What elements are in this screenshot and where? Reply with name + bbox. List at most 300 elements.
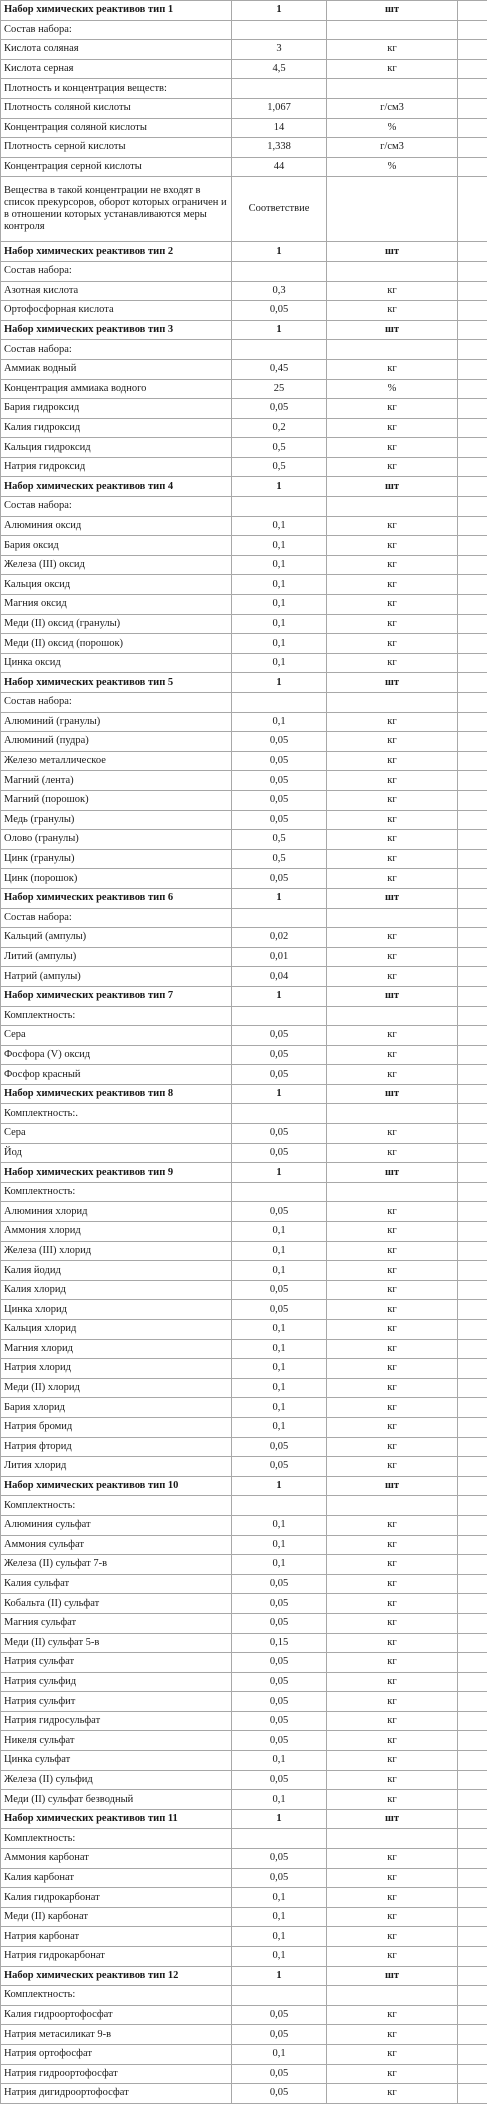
item-name: Натрия карбонат <box>1 1927 232 1947</box>
quantity-cell: 0,05 <box>232 2084 327 2104</box>
section-label: Состав набора: <box>1 20 232 40</box>
item-name: Калия гидроортофосфат <box>1 2005 232 2025</box>
quantity-cell <box>232 1006 327 1026</box>
empty-cell <box>458 477 487 497</box>
item-row <box>1 1692 487 1712</box>
item-row <box>1 157 487 177</box>
unit-cell: кг <box>327 555 458 575</box>
unit-cell: шт <box>327 477 458 497</box>
item-row <box>1 1731 487 1751</box>
unit-cell: кг <box>327 1026 458 1046</box>
unit-cell <box>327 1986 458 2006</box>
empty-cell <box>458 1849 487 1869</box>
kit-title: Набор химических реактивов тип 9 <box>1 1163 232 1183</box>
section-label: Комплектность: <box>1 1182 232 1202</box>
empty-cell <box>458 157 487 177</box>
item-row <box>1 1849 487 1869</box>
empty-cell <box>458 810 487 830</box>
empty-cell <box>458 595 487 615</box>
section-label-row <box>1 1829 487 1849</box>
item-row <box>1 1613 487 1633</box>
item-row <box>1 379 487 399</box>
section-label: Состав набора: <box>1 497 232 517</box>
item-row <box>1 771 487 791</box>
unit-cell: шт <box>327 888 458 908</box>
item-name: Алюминия оксид <box>1 516 232 536</box>
empty-cell <box>458 98 487 118</box>
empty-cell <box>458 614 487 634</box>
kit-title: Набор химических реактивов тип 4 <box>1 477 232 497</box>
quantity-cell: 4,5 <box>232 59 327 79</box>
quantity-cell: 0,1 <box>232 1555 327 1575</box>
section-label: Плотность и концентрация веществ: <box>1 79 232 99</box>
empty-cell <box>458 1888 487 1908</box>
item-row <box>1 1065 487 1085</box>
quantity-cell: 0,1 <box>232 1947 327 1967</box>
quantity-cell: 0,05 <box>232 1653 327 1673</box>
unit-cell: кг <box>327 516 458 536</box>
empty-cell <box>458 1809 487 1829</box>
quantity-cell: 0,05 <box>232 301 327 321</box>
unit-cell: кг <box>327 1202 458 1222</box>
item-name: Железо металлическое <box>1 751 232 771</box>
section-label-row <box>1 1496 487 1516</box>
kit-header-row <box>1 986 487 1006</box>
item-name: Аммония сульфат <box>1 1535 232 1555</box>
item-name: Железа (II) сульфид <box>1 1770 232 1790</box>
unit-cell <box>327 1496 458 1516</box>
section-label-row <box>1 908 487 928</box>
section-label: Состав набора: <box>1 908 232 928</box>
item-name: Натрия фторид <box>1 1437 232 1457</box>
quantity-cell: 1 <box>232 1476 327 1496</box>
quantity-cell: 0,05 <box>232 2025 327 2045</box>
item-row <box>1 1241 487 1261</box>
item-name: Кальция хлорид <box>1 1320 232 1340</box>
section-label-row <box>1 1006 487 1026</box>
unit-cell: кг <box>327 457 458 477</box>
empty-cell <box>458 1555 487 1575</box>
unit-cell: кг <box>327 1770 458 1790</box>
item-row <box>1 732 487 752</box>
unit-cell: кг <box>327 59 458 79</box>
unit-cell: кг <box>327 1594 458 1614</box>
empty-cell <box>458 2005 487 2025</box>
unit-cell: кг <box>327 1751 458 1771</box>
unit-cell: кг <box>327 1653 458 1673</box>
unit-cell: кг <box>327 1947 458 1967</box>
section-label: Комплектность: <box>1 1986 232 2006</box>
unit-cell: кг <box>327 614 458 634</box>
empty-cell <box>458 1829 487 1849</box>
quantity-cell: 0,05 <box>232 1613 327 1633</box>
item-name: Алюминий (пудра) <box>1 732 232 752</box>
unit-cell: кг <box>327 595 458 615</box>
quantity-cell: Соответствие <box>232 177 327 242</box>
empty-cell <box>458 40 487 60</box>
unit-cell: кг <box>327 1280 458 1300</box>
kit-header-row <box>1 888 487 908</box>
empty-cell <box>458 1065 487 1085</box>
item-name: Концентрация серной кислоты <box>1 157 232 177</box>
quantity-cell: 0,05 <box>232 1065 327 1085</box>
item-row <box>1 438 487 458</box>
quantity-cell: 0,1 <box>232 634 327 654</box>
empty-cell <box>458 1515 487 1535</box>
item-name: Аммиак водный <box>1 359 232 379</box>
unit-cell: кг <box>327 418 458 438</box>
item-row <box>1 1535 487 1555</box>
empty-cell <box>458 1692 487 1712</box>
empty-cell <box>458 849 487 869</box>
item-name: Бария гидроксид <box>1 399 232 419</box>
unit-cell <box>327 340 458 360</box>
item-row <box>1 40 487 60</box>
unit-cell: кг <box>327 1672 458 1692</box>
empty-cell <box>458 516 487 536</box>
empty-cell <box>458 888 487 908</box>
empty-cell <box>458 1868 487 1888</box>
item-name: Алюминий (гранулы) <box>1 712 232 732</box>
empty-cell <box>458 118 487 138</box>
quantity-cell: 0,1 <box>232 555 327 575</box>
empty-cell <box>458 830 487 850</box>
quantity-cell: 0,05 <box>232 751 327 771</box>
unit-cell: кг <box>327 1849 458 1869</box>
quantity-cell: 0,1 <box>232 653 327 673</box>
empty-cell <box>458 1 487 21</box>
empty-cell <box>458 1398 487 1418</box>
unit-cell: шт <box>327 1084 458 1104</box>
quantity-cell <box>232 497 327 517</box>
quantity-cell: 1 <box>232 1084 327 1104</box>
unit-cell: кг <box>327 1065 458 1085</box>
unit-cell: кг <box>327 2025 458 2045</box>
quantity-cell: 3 <box>232 40 327 60</box>
empty-cell <box>458 1476 487 1496</box>
empty-cell <box>458 1143 487 1163</box>
item-name: Плотность соляной кислоты <box>1 98 232 118</box>
section-label-row <box>1 340 487 360</box>
quantity-cell: 0,05 <box>232 1770 327 1790</box>
unit-cell: кг <box>327 1437 458 1457</box>
item-name: Натрия хлорид <box>1 1359 232 1379</box>
empty-cell <box>458 340 487 360</box>
item-row <box>1 1417 487 1437</box>
empty-cell <box>458 1280 487 1300</box>
empty-cell <box>458 947 487 967</box>
quantity-cell: 0,5 <box>232 457 327 477</box>
item-name: Кислота соляная <box>1 40 232 60</box>
item-name: Натрия гидроортофосфат <box>1 2064 232 2084</box>
empty-cell <box>458 555 487 575</box>
item-name: Калия карбонат <box>1 1868 232 1888</box>
item-name: Натрия гидросульфат <box>1 1711 232 1731</box>
empty-cell <box>458 1163 487 1183</box>
quantity-cell: 0,05 <box>232 1711 327 1731</box>
quantity-cell: 0,05 <box>232 869 327 889</box>
section-label: Состав набора: <box>1 261 232 281</box>
item-row <box>1 614 487 634</box>
quantity-cell: 25 <box>232 379 327 399</box>
unit-cell: кг <box>327 1261 458 1281</box>
quantity-cell: 0,1 <box>232 614 327 634</box>
unit-cell: кг <box>327 732 458 752</box>
unit-cell: кг <box>327 2005 458 2025</box>
section-label-row <box>1 693 487 713</box>
quantity-cell: 0,1 <box>232 1398 327 1418</box>
empty-cell <box>458 1790 487 1810</box>
quantity-cell: 0,2 <box>232 418 327 438</box>
quantity-cell <box>232 1986 327 2006</box>
item-row <box>1 1515 487 1535</box>
quantity-cell: 0,05 <box>232 1124 327 1144</box>
item-row <box>1 1888 487 1908</box>
section-label: Комплектность:. <box>1 1104 232 1124</box>
unit-cell: г/см3 <box>327 138 458 158</box>
empty-cell <box>458 1711 487 1731</box>
section-label: Комплектность: <box>1 1496 232 1516</box>
item-row <box>1 536 487 556</box>
item-row <box>1 849 487 869</box>
section-label-row <box>1 261 487 281</box>
unit-cell: кг <box>327 40 458 60</box>
item-row <box>1 138 487 158</box>
empty-cell <box>458 712 487 732</box>
quantity-cell: 0,05 <box>232 1731 327 1751</box>
empty-cell <box>458 438 487 458</box>
item-row <box>1 1927 487 1947</box>
item-name: Калия гидроксид <box>1 418 232 438</box>
item-name: Натрия бромид <box>1 1417 232 1437</box>
item-row <box>1 595 487 615</box>
quantity-cell: 0,1 <box>232 575 327 595</box>
item-name: Кальция гидроксид <box>1 438 232 458</box>
item-row <box>1 1280 487 1300</box>
item-name: Меди (II) оксид (гранулы) <box>1 614 232 634</box>
item-name: Калия йодид <box>1 1261 232 1281</box>
empty-cell <box>458 1947 487 1967</box>
item-name: Фосфор красный <box>1 1065 232 1085</box>
quantity-cell <box>232 340 327 360</box>
empty-cell <box>458 1045 487 1065</box>
quantity-cell: 0,05 <box>232 1574 327 1594</box>
quantity-cell: 0,5 <box>232 438 327 458</box>
item-row <box>1 1633 487 1653</box>
item-row <box>1 1751 487 1771</box>
item-row <box>1 653 487 673</box>
kit-title: Набор химических реактивов тип 11 <box>1 1809 232 1829</box>
item-name: Магния оксид <box>1 595 232 615</box>
item-name: Ортофосфорная кислота <box>1 301 232 321</box>
item-name: Плотность серной кислоты <box>1 138 232 158</box>
quantity-cell: 0,01 <box>232 947 327 967</box>
item-row <box>1 869 487 889</box>
section-label: Комплектность: <box>1 1006 232 1026</box>
unit-cell: кг <box>327 849 458 869</box>
item-row <box>1 1378 487 1398</box>
empty-cell <box>458 536 487 556</box>
item-row <box>1 1574 487 1594</box>
unit-cell: % <box>327 157 458 177</box>
unit-cell: кг <box>327 634 458 654</box>
unit-cell: кг <box>327 1222 458 1242</box>
unit-cell <box>327 20 458 40</box>
empty-cell <box>458 1653 487 1673</box>
empty-cell <box>458 1261 487 1281</box>
section-label-row <box>1 1986 487 2006</box>
unit-cell: шт <box>327 242 458 262</box>
quantity-cell: 0,5 <box>232 849 327 869</box>
quantity-cell: 0,1 <box>232 1751 327 1771</box>
empty-cell <box>458 20 487 40</box>
empty-cell <box>458 693 487 713</box>
quantity-cell <box>232 693 327 713</box>
empty-cell <box>458 1731 487 1751</box>
unit-cell: кг <box>327 1457 458 1477</box>
item-name: Натрия сульфит <box>1 1692 232 1712</box>
unit-cell: кг <box>327 1574 458 1594</box>
item-row <box>1 1261 487 1281</box>
unit-cell: кг <box>327 1398 458 1418</box>
item-row <box>1 810 487 830</box>
item-name: Натрия гидрокарбонат <box>1 1947 232 1967</box>
quantity-cell: 0,1 <box>232 1378 327 1398</box>
unit-cell: кг <box>327 1417 458 1437</box>
unit-cell: кг <box>327 2044 458 2064</box>
item-name: Железа (II) сульфат 7-в <box>1 1555 232 1575</box>
empty-cell <box>458 1751 487 1771</box>
section-label: Состав набора: <box>1 693 232 713</box>
item-row <box>1 118 487 138</box>
empty-cell <box>458 359 487 379</box>
quantity-cell: 0,1 <box>232 1927 327 1947</box>
item-name: Железа (III) оксид <box>1 555 232 575</box>
unit-cell: кг <box>327 869 458 889</box>
item-name: Литий (ампулы) <box>1 947 232 967</box>
empty-cell <box>458 1241 487 1261</box>
empty-cell <box>458 908 487 928</box>
unit-cell: кг <box>327 1692 458 1712</box>
item-name: Йод <box>1 1143 232 1163</box>
quantity-cell: 0,05 <box>232 790 327 810</box>
item-name: Натрия гидроксид <box>1 457 232 477</box>
quantity-cell: 0,1 <box>232 536 327 556</box>
quantity-cell: 0,3 <box>232 281 327 301</box>
unit-cell: кг <box>327 575 458 595</box>
empty-cell <box>458 281 487 301</box>
quantity-cell: 0,05 <box>232 1849 327 1869</box>
kit-header-row <box>1 1476 487 1496</box>
item-name: Цинка сульфат <box>1 1751 232 1771</box>
item-row <box>1 928 487 948</box>
unit-cell: шт <box>327 1966 458 1986</box>
quantity-cell: 1 <box>232 673 327 693</box>
item-name: Магния хлорид <box>1 1339 232 1359</box>
item-name: Магний (порошок) <box>1 790 232 810</box>
empty-cell <box>458 138 487 158</box>
unit-cell: кг <box>327 790 458 810</box>
item-row <box>1 1222 487 1242</box>
empty-cell <box>458 1672 487 1692</box>
item-name: Натрия дигидроортофосфат <box>1 2084 232 2104</box>
quantity-cell: 0,1 <box>232 2044 327 2064</box>
empty-cell <box>458 986 487 1006</box>
unit-cell: кг <box>327 967 458 987</box>
item-row <box>1 1143 487 1163</box>
quantity-cell: 44 <box>232 157 327 177</box>
empty-cell <box>458 1966 487 1986</box>
unit-cell: кг <box>327 536 458 556</box>
item-row <box>1 555 487 575</box>
quantity-cell: 0,1 <box>232 595 327 615</box>
section-label-row <box>1 1182 487 1202</box>
item-name: Вещества в такой концентрации не входят в список прекурсоров, оборот которых ограничен и в отношении которых устанавливаются меры контроля <box>1 177 232 242</box>
kit-header-row <box>1 1084 487 1104</box>
item-row <box>1 59 487 79</box>
section-label: Комплектность: <box>1 1829 232 1849</box>
item-name: Концентрация соляной кислоты <box>1 118 232 138</box>
item-name: Калия сульфат <box>1 1574 232 1594</box>
item-name: Медь (гранулы) <box>1 810 232 830</box>
section-label-row <box>1 79 487 99</box>
empty-cell <box>458 1300 487 1320</box>
unit-cell: % <box>327 379 458 399</box>
item-name: Железа (III) хлорид <box>1 1241 232 1261</box>
quantity-cell: 0,5 <box>232 830 327 850</box>
empty-cell <box>458 869 487 889</box>
kit-title: Набор химических реактивов тип 12 <box>1 1966 232 1986</box>
note-row <box>1 177 487 242</box>
kit-header-row <box>1 1966 487 1986</box>
item-row <box>1 1672 487 1692</box>
section-label: Состав набора: <box>1 340 232 360</box>
section-label-row <box>1 20 487 40</box>
empty-cell <box>458 732 487 752</box>
quantity-cell: 0,05 <box>232 1300 327 1320</box>
quantity-cell: 1 <box>232 242 327 262</box>
quantity-cell: 1 <box>232 1966 327 1986</box>
empty-cell <box>458 928 487 948</box>
quantity-cell: 0,1 <box>232 1515 327 1535</box>
quantity-cell: 0,1 <box>232 1907 327 1927</box>
unit-cell: кг <box>327 1535 458 1555</box>
item-name: Никеля сульфат <box>1 1731 232 1751</box>
item-name: Натрия сульфид <box>1 1672 232 1692</box>
unit-cell: кг <box>327 438 458 458</box>
empty-cell <box>458 1417 487 1437</box>
item-name: Цинк (порошок) <box>1 869 232 889</box>
empty-cell <box>458 1006 487 1026</box>
unit-cell: кг <box>327 653 458 673</box>
unit-cell: кг <box>327 1907 458 1927</box>
item-row <box>1 1457 487 1477</box>
quantity-cell <box>232 261 327 281</box>
item-row <box>1 1045 487 1065</box>
item-name: Цинка хлорид <box>1 1300 232 1320</box>
unit-cell: кг <box>327 1124 458 1144</box>
item-row <box>1 1359 487 1379</box>
unit-cell: кг <box>327 359 458 379</box>
item-name: Натрия сульфат <box>1 1653 232 1673</box>
item-row <box>1 967 487 987</box>
unit-cell: шт <box>327 1 458 21</box>
item-row <box>1 359 487 379</box>
item-name: Магний (лента) <box>1 771 232 791</box>
item-row <box>1 1947 487 1967</box>
item-row <box>1 399 487 419</box>
reagents-table-body <box>1 1 487 2104</box>
